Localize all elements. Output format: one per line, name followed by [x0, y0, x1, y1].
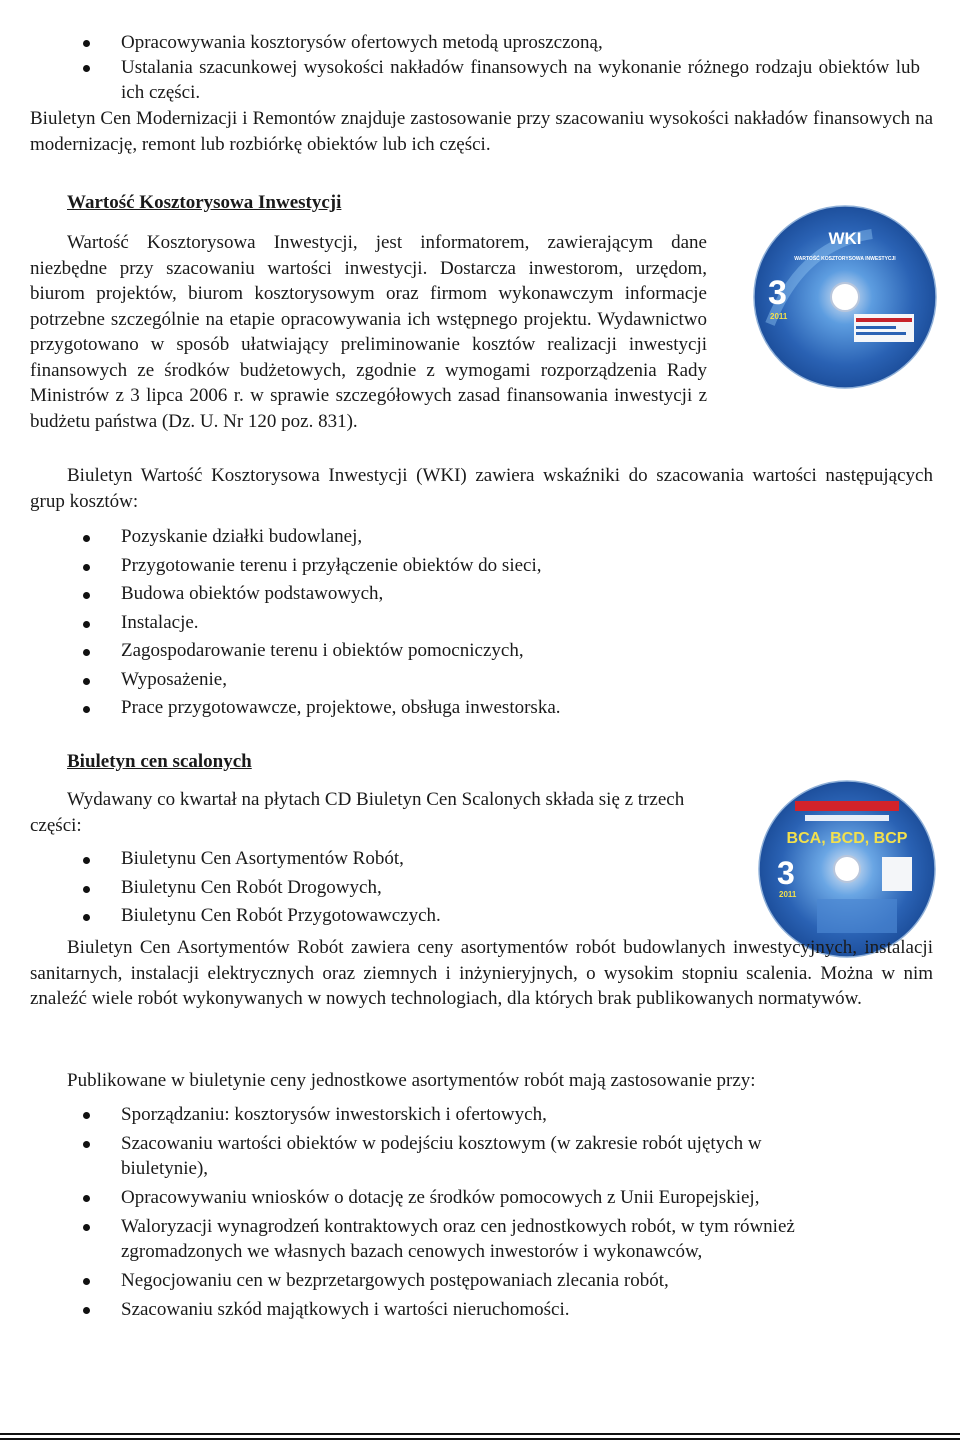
bcs-paragraph-2: Biuletyn Cen Asortymentów Robót zawiera ceny asortymentów robót budowlanych inwestycyjnych, instalacji sanitarnych, instalacji elektrycznych oraz ziemnych i inżynieryjnych, o wysokim stopniu scalenia. Można w nim znaleźć wiele robót wykonywanych w nowych technologiach, dla których brak publikowanych normatywów.: [30, 937, 933, 1009]
list-item: Biuletynu Cen Asortymentów Robót,: [0, 845, 960, 874]
wki-paragraph: Wartość Kosztorysowa Inwestycji, jest informatorem, zawierającym dane niezbędne przy szacowaniu wartości inwestycji. Dostarcza inwestorom, urzędom, biurom projektów, biurom kosztorysowym oraz firmom wykonawczym informacje potrzebne szczególnie na etapie opracowywania ich wstępnego projektu. Wydawnictwo przygotowano w sposób ułatwiający preliminowanie kosztów realizacji inwestycji finansowych ze środków budżetowych, zgodnie z wymogami rozporządzenia Rady Ministrów z 3 lipca 2006 r. w sprawie szczegółowych zasad finansowania inwestycji z budżetu państwa (Dz. U. Nr 120 poz. 831).: [30, 232, 707, 432]
bcs-usage-list: [0, 1102, 960, 1322]
wki-paragraph-2: Biuletyn Wartość Kosztorysowa Inwestycji (WKI) zawiera wskaźniki do szacowania wartości następujących grup kosztów:: [30, 465, 933, 512]
list-item: Biuletynu Cen Robót Przygotowawczych.: [0, 902, 960, 931]
cd-hole: [831, 283, 859, 311]
bcs-cd-image: [757, 779, 937, 959]
cd-hole: [834, 856, 860, 882]
footer-rule: [0, 1433, 960, 1435]
footer-rule-thin: [0, 1438, 960, 1440]
intro-paragraph: Biuletyn Cen Modernizacji i Remontów znajduje zastosowanie przy szacowaniu wysokości nakładów finansowych na modernizację, remont lub rozbiórkę obiektów lub ich części.: [30, 108, 933, 155]
list-item: Sporządzaniu: kosztorysów inwestorskich i ofertowych,: [0, 1102, 960, 1127]
list-item: Przygotowanie terenu i przyłączenie obiektów do sieci,: [0, 552, 960, 581]
list-item: Wyposażenie,: [0, 666, 960, 695]
cd-logo: WKI: [828, 229, 862, 248]
list-item: Budowa obiektów podstawowych,: [0, 580, 960, 609]
cd-number: 3: [777, 855, 795, 891]
wki-bullet-list: [0, 523, 960, 723]
list-item: Opracowywaniu wniosków o dotację ze środków pomocowych z Unii Europejskiej,: [0, 1185, 960, 1210]
list-item: Waloryzacji wynagrodzeń kontraktowych oraz cen jednostkowych robót, w tym również zgromadzonych we własnych bazach cenowych inwestorów i wykonawców,: [0, 1214, 960, 1264]
top-bullet-list: [0, 30, 960, 105]
list-item: Pozyskanie działki budowlanej,: [0, 523, 960, 552]
list-item: Negocjowaniu cen w bezprzetargowych postępowaniach zlecania robót,: [0, 1268, 960, 1293]
cd-year: 2011: [779, 890, 797, 899]
cd-number: 3: [768, 274, 787, 312]
list-item: Instalacje.: [0, 609, 960, 638]
list-item: Biuletynu Cen Robót Drogowych,: [0, 874, 960, 903]
list-item: Zagospodarowanie terenu i obiektów pomocniczych,: [0, 637, 960, 666]
bcs-paragraph-3: Publikowane w biuletynie ceny jednostkowe asortymentów robót mają zastosowanie przy:: [67, 1070, 756, 1091]
section-heading-wki: Wartość Kosztorysowa Inwestycji: [67, 192, 342, 213]
list-item: Ustalania szacunkowej wysokości nakładów finansowych na wykonanie różnego rodzaju obiektów lub ich części.: [0, 55, 960, 105]
list-item: Szacowaniu wartości obiektów w podejściu kosztowym (w zakresie robót ujętych w biuletynie),: [0, 1131, 960, 1181]
cd-title: WARTOŚĆ KOSZTORYSOWA INWESTYCJI: [794, 256, 896, 262]
list-item: Szacowaniu szkód majątkowych i wartości nieruchomości.: [0, 1297, 960, 1322]
list-item: Opracowywania kosztorysów ofertowych metodą uproszczoną,: [0, 30, 960, 55]
bcs-paragraph: Wydawany co kwartał na płytach CD Biuletyn Cen Scalonych składa się z trzech części:: [30, 789, 685, 836]
cd-year: 2011: [770, 312, 788, 321]
cd-label: BCA, BCD, BCP: [786, 830, 908, 847]
wki-cd-image: [752, 204, 938, 390]
list-item: Prace przygotowawcze, projektowe, obsługa inwestorska.: [0, 694, 960, 723]
section-heading-bcs: Biuletyn cen scalonych: [67, 751, 252, 772]
